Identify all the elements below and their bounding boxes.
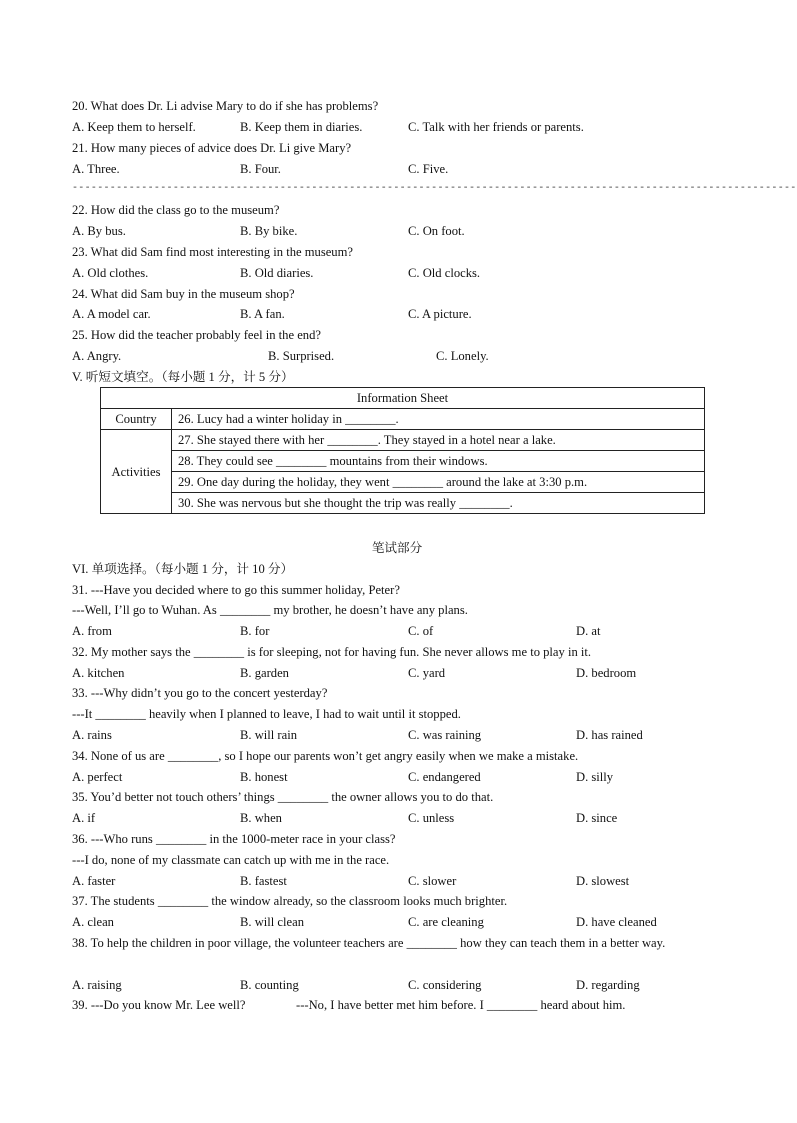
q25-option-c: C. Lonely. [436, 349, 489, 363]
q21-option-c: C. Five. [408, 162, 449, 176]
q38-option-a: A. raising [72, 978, 122, 992]
q20-option-b: B. Keep them in diaries. [240, 120, 363, 134]
question-20: 20. What does Dr. Li advise Mary to do if she has problems? [72, 99, 379, 113]
question-25: 25. How did the teacher probably feel in the end? [72, 328, 321, 342]
question-23: 23. What did Sam find most interesting in the museum? [72, 245, 353, 259]
question-37: 37. The students ________ the window already, so the classroom looks much brighter. [72, 894, 508, 908]
q23-option-c: C. Old clocks. [408, 266, 481, 280]
question-34: 34. None of us are ________, so I hope our parents won’t get angry easily when we make a mistake. [72, 749, 579, 763]
q35-option-b: B. when [240, 811, 282, 825]
q37-option-c: C. are cleaning [408, 915, 484, 929]
q31-option-b: B. for [240, 624, 270, 638]
question-27: 27. She stayed there with her ________. They stayed in a hotel near a lake. [172, 430, 705, 451]
q32-option-a: A. kitchen [72, 666, 125, 680]
question-36-line-2: ---I do, none of my classmate can catch up with me in the race. [72, 853, 390, 867]
question-30: 30. She was nervous but she thought the trip was really ________. [172, 493, 705, 514]
q22-option-b: B. By bike. [240, 224, 298, 238]
question-22: 22. How did the class go to the museum? [72, 203, 280, 217]
q38-option-b: B. counting [240, 978, 299, 992]
question-24: 24. What did Sam buy in the museum shop? [72, 287, 295, 301]
q34-option-b: B. honest [240, 770, 288, 784]
question-36-line-1: 36. ---Who runs ________ in the 1000-meter race in your class? [72, 832, 396, 846]
q33-option-c: C. was raining [408, 728, 482, 742]
q25-option-b: B. Surprised. [268, 349, 335, 363]
q20-option-c: C. Talk with her friends or parents. [408, 120, 584, 134]
q21-option-b: B. Four. [240, 162, 281, 176]
q23-option-b: B. Old diaries. [240, 266, 314, 280]
country-label: Country [101, 409, 172, 430]
q34-option-a: A. perfect [72, 770, 123, 784]
q38-option-d: D. regarding [576, 978, 640, 992]
question-32: 32. My mother says the ________ is for sleeping, not for having fun. She never allows me to play in it. [72, 645, 592, 659]
question-33-line-2: ---It ________ heavily when I planned to leave, I had to wait until it stopped. [72, 707, 461, 721]
question-35: 35. You’d better not touch others’ things ________ the owner allows you to do that. [72, 790, 494, 804]
question-39-b: ---No, I have better met him before. I ________ heard about him. [296, 998, 626, 1012]
question-29: 29. One day during the holiday, they went ________ around the lake at 3:30 p.m. [172, 472, 705, 493]
question-31-line-2: ---Well, I’ll go to Wuhan. As ________ my brother, he doesn’t have any plans. [72, 603, 468, 617]
question-33-line-1: 33. ---Why didn’t you go to the concert yesterday? [72, 686, 328, 700]
q33-option-b: B. will rain [240, 728, 298, 742]
q36-option-c: C. slower [408, 874, 457, 888]
q36-option-a: A. faster [72, 874, 116, 888]
q32-option-d: D. bedroom [576, 666, 637, 680]
q24-option-c: C. A picture. [408, 307, 472, 321]
q33-option-d: D. has rained [576, 728, 643, 742]
question-28: 28. They could see ________ mountains from their windows. [172, 451, 705, 472]
q36-option-b: B. fastest [240, 874, 287, 888]
question-38: 38. To help the children in poor village, the volunteer teachers are ________ how they can teach them in a better way. [72, 936, 666, 950]
q32-option-c: C. yard [408, 666, 446, 680]
q23-option-a: A. Old clothes. [72, 266, 149, 280]
q35-option-d: D. since [576, 811, 618, 825]
question-39-a: 39. ---Do you know Mr. Lee well? [72, 998, 246, 1012]
question-31-line-1: 31. ---Have you decided where to go this summer holiday, Peter? [72, 583, 400, 597]
section-5-title: V. 听短文填空。（每小题 1 分，计 5 分） [72, 370, 294, 384]
q33-option-a: A. rains [72, 728, 112, 742]
q24-option-a: A. A model car. [72, 307, 151, 321]
q36-option-d: D. slowest [576, 874, 630, 888]
question-21: 21. How many pieces of advice does Dr. Li give Mary? [72, 141, 352, 155]
q21-option-a: A. Three. [72, 162, 120, 176]
q37-option-d: D. have cleaned [576, 915, 657, 929]
q31-option-c: C. of [408, 624, 434, 638]
q37-option-a: A. clean [72, 915, 114, 929]
section-6-title: VI. 单项选择。（每小题 1 分，计 10 分） [72, 562, 294, 576]
q22-option-a: A. By bus. [72, 224, 126, 238]
information-sheet-header: Information Sheet [101, 388, 705, 409]
q22-option-c: C. On foot. [408, 224, 465, 238]
q32-option-b: B. garden [240, 666, 289, 680]
q35-option-a: A. if [72, 811, 96, 825]
q25-option-a: A. Angry. [72, 349, 122, 363]
q24-option-b: B. A fan. [240, 307, 285, 321]
question-26: 26. Lucy had a winter holiday in ________. [172, 409, 705, 430]
q35-option-c: C. unless [408, 811, 455, 825]
dashed-divider: ------------------------------------------------------------------------------------------------------------------- [72, 183, 797, 194]
q34-option-c: C. endangered [408, 770, 481, 784]
q37-option-b: B. will clean [240, 915, 305, 929]
q31-option-d: D. at [576, 624, 601, 638]
information-sheet-table [100, 387, 705, 514]
q34-option-d: D. silly [576, 770, 614, 784]
q31-option-a: A. from [72, 624, 112, 638]
written-part-title: 笔试部分 [371, 541, 423, 555]
q38-option-c: C. considering [408, 978, 482, 992]
q20-option-a: A. Keep them to herself. [72, 120, 196, 134]
activities-label: Activities [101, 430, 172, 514]
